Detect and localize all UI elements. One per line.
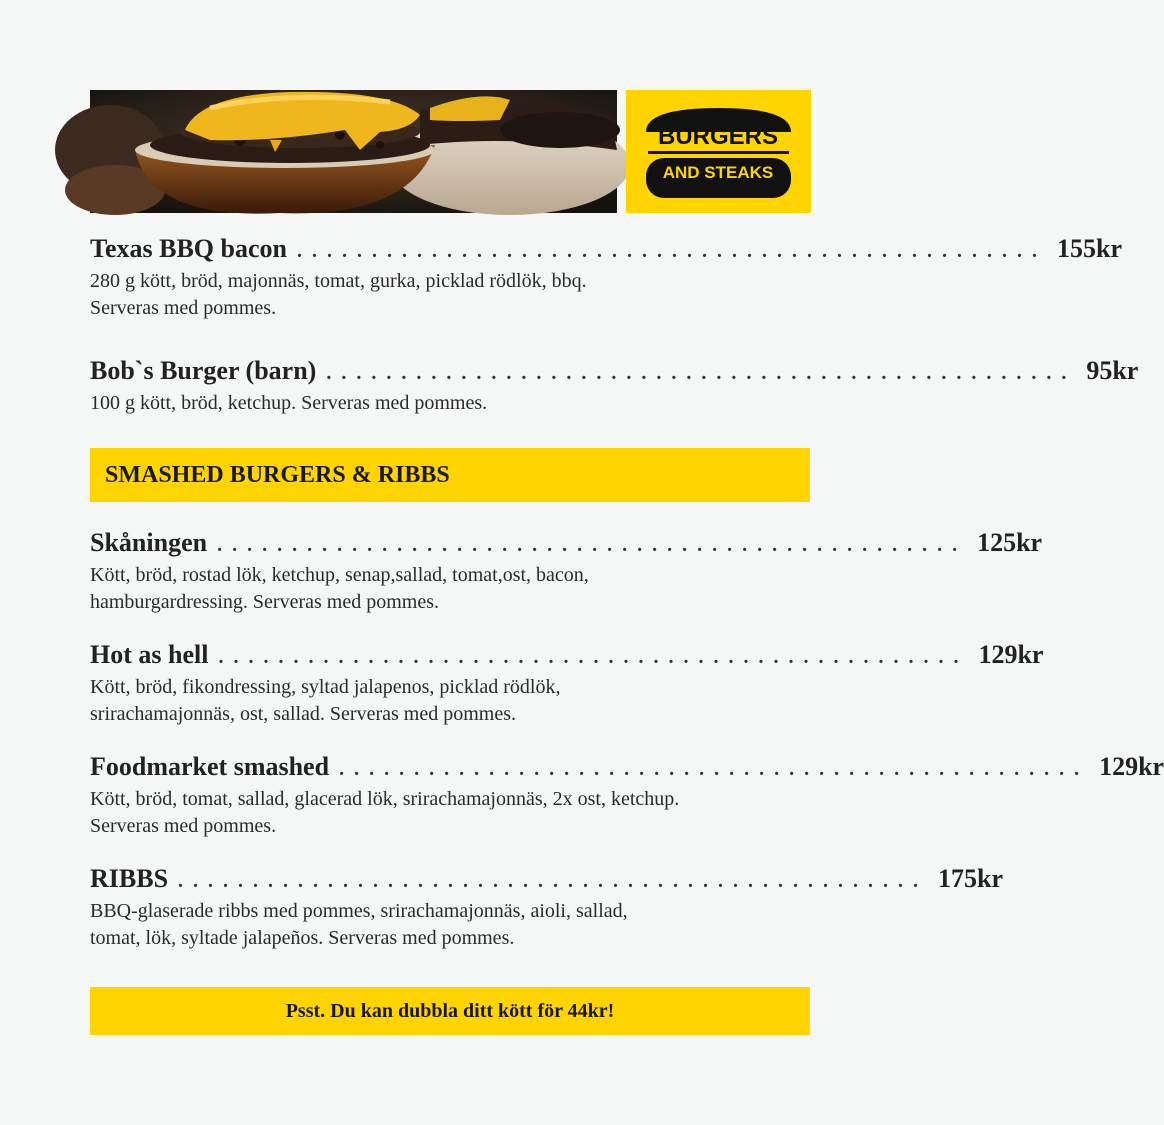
menu-item <box>90 640 1044 728</box>
item-description: 100 g kött, bröd, ketchup. Serveras med pommes. <box>90 392 488 414</box>
menu-item <box>90 528 1043 616</box>
item-price: 155kr <box>1056 234 1122 263</box>
footer-banner <box>90 987 810 1035</box>
item-price: 125kr <box>977 528 1043 557</box>
footer-note: Psst. Du kan dubbla ditt kött för 44kr! <box>285 999 615 1022</box>
logo-line2: AND STEAKS <box>662 163 774 182</box>
dot-leader: .................................................. <box>296 240 1047 262</box>
menu-item <box>90 356 1139 417</box>
item-price: 129kr <box>978 640 1044 669</box>
item-name: Hot as hell <box>90 640 209 669</box>
item-name: Texas BBQ bacon <box>90 234 287 263</box>
burgers-and-steaks-logo <box>626 90 811 213</box>
dot-leader: .................................................. <box>217 534 968 556</box>
section-title: SMASHED BURGERS & RIBBS <box>105 461 450 488</box>
hero-burger-photo <box>90 90 617 213</box>
item-description: 280 g kött, bröd, majonnäs, tomat, gurka, picklad rödlök, bbq. Serveras med pommes. <box>90 270 587 319</box>
item-name: Foodmarket smashed <box>90 752 330 781</box>
burger-image <box>90 90 617 213</box>
item-price: 129kr <box>1099 752 1164 781</box>
section-header <box>90 448 810 502</box>
menu-item <box>90 234 1122 322</box>
item-name: Skåningen <box>90 528 208 557</box>
menu-item <box>90 864 1004 952</box>
item-name: Bob`s Burger (barn) <box>90 356 317 385</box>
logo-line1: BURGERS <box>657 123 779 150</box>
dot-leader: .................................................. <box>178 870 929 892</box>
brand-logo <box>626 90 811 213</box>
item-price: 175kr <box>938 864 1004 893</box>
dot-leader: .................................................. <box>339 758 1090 780</box>
menu-item <box>90 752 1164 840</box>
item-name: RIBBS <box>90 864 169 893</box>
dot-leader: .................................................. <box>326 362 1077 384</box>
item-description: Kött, bröd, rostad lök, ketchup, senap,sallad, tomat,ost, bacon, hamburgardressing. Serveras med pommes. <box>90 564 589 613</box>
item-description: BBQ-glaserade ribbs med pommes, srirachamajonnäs, aioli, sallad, tomat, lök, syltade jalapeños. Serveras med pommes. <box>90 900 628 949</box>
item-price: 95kr <box>1086 356 1139 385</box>
item-description: Kött, bröd, tomat, sallad, glacerad lök, srirachamajonnäs, 2x ost, ketchup. Serveras med pommes. <box>90 788 680 837</box>
dot-leader: .................................................. <box>218 646 969 668</box>
item-description: Kött, bröd, fikondressing, syltad jalapenos, picklad rödlök, srirachamajonnäs, ost, sallad. Serveras med pommes. <box>90 676 561 725</box>
